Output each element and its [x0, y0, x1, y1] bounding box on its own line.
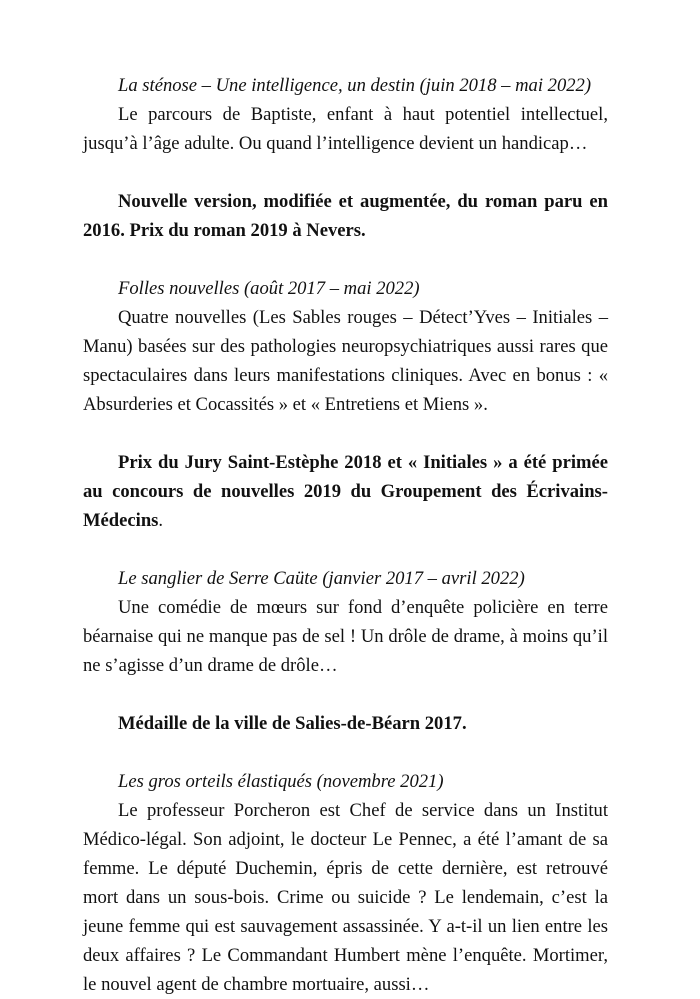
book-entry-les-gros-orteils — [83, 767, 608, 999]
book-award — [83, 448, 608, 535]
spacer — [83, 738, 608, 767]
spacer — [83, 419, 608, 448]
spacer — [83, 245, 608, 274]
book-award-end: . — [158, 510, 164, 531]
book-award: Médaille de la ville de Salies-de-Béarn 2017. — [118, 713, 467, 734]
spacer — [83, 680, 608, 709]
book-list — [83, 71, 608, 999]
book-description: Le parcours de Baptiste, enfant à haut potentiel intellectuel, jusqu’à l’âge adulte. Ou quand l’intelligence devient un handicap… — [83, 104, 608, 154]
book-description: Une comédie de mœurs sur fond d’enquête policière en terre béarnaise qui ne manque pas de sel ! Un drôle de drame, à moins qu’il ne s’agisse d’un drame de drôle… — [83, 597, 608, 676]
book-title: Le sanglier de Serre Caüte (janvier 2017 – avril 2022) — [118, 568, 525, 589]
book-title: La sténose – Une intelligence, un destin (juin 2018 – mai 2022) — [118, 75, 592, 96]
spacer — [83, 158, 608, 187]
spacer — [83, 535, 608, 564]
book-award: Nouvelle version, modifiée et augmentée, du roman paru en 2016. Prix du roman 2019 à Nevers. — [83, 191, 608, 241]
book-title: Folles nouvelles (août 2017 – mai 2022) — [118, 278, 420, 299]
book-entry-le-sanglier — [83, 564, 608, 738]
book-entry-la-stenose — [83, 71, 608, 245]
book-award-text: Prix du Jury Saint-Estèphe 2018 et « Initiales » a été primée au concours de nouvelles 2019 du Groupement des Écrivains-Médecins — [83, 452, 608, 531]
book-entry-folles-nouvelles — [83, 274, 608, 535]
book-description: Le professeur Porcheron est Chef de service dans un Institut Médico-légal. Son adjoint, le docteur Le Pennec, a été l’amant de sa femme. Le député Duchemin, épris de cette dernière, est retrouvé mort dans un sous-bois. Crime ou suicide ? Le lendemain, c’est la jeune femme qui est sauvagement assassinée. Y a-t-il un lien entre les deux affaires ? Le Commandant Humbert mène l’enquête. Mortimer, le nouvel agent de chambre mortuaire, aussi… — [83, 800, 608, 995]
book-title: Les gros orteils élastiqués (novembre 2021) — [118, 771, 444, 792]
book-description: Quatre nouvelles (Les Sables rouges – Détect’Yves – Initiales – Manu) basées sur des pathologies neuropsychiatriques aussi rares que spectaculaires dans leurs manifestations cliniques. Avec en bonus : « Absurderies et Cocassités » et « Entretiens et Miens ». — [83, 307, 608, 415]
